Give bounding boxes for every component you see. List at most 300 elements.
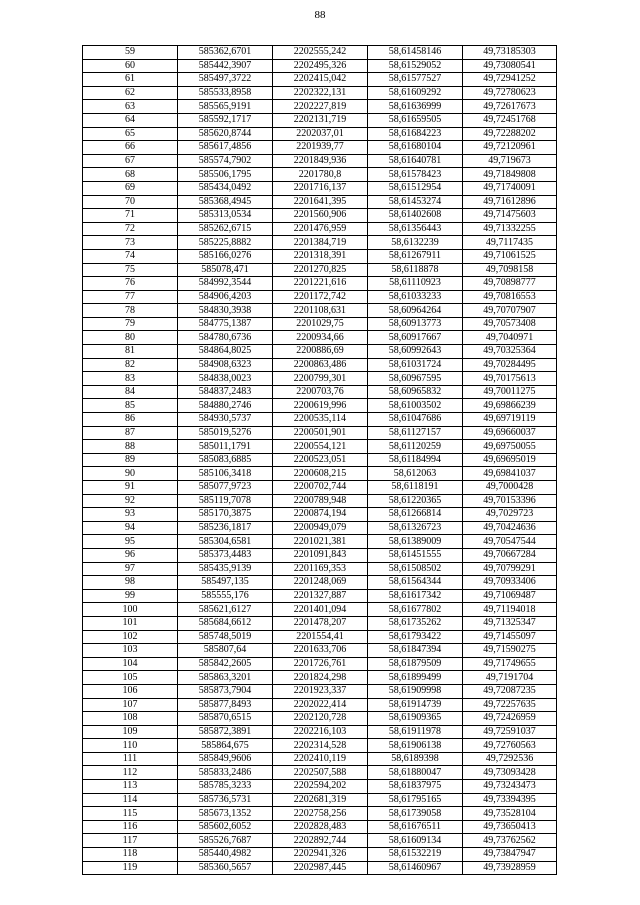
table-row (83, 46, 557, 60)
table-row (83, 209, 557, 223)
y-coordinate-cell: 2200863,486 (273, 358, 368, 372)
latitude-cell: 58,61458146 (368, 46, 463, 60)
x-coordinate-cell: 585440,4982 (178, 848, 273, 862)
x-coordinate-cell: 584780,6736 (178, 331, 273, 345)
point-number-cell: 116 (83, 820, 178, 834)
x-coordinate-cell: 585435,9139 (178, 562, 273, 576)
longitude-cell: 49,70424636 (463, 521, 557, 535)
y-coordinate-cell: 2202120,728 (273, 712, 368, 726)
longitude-cell: 49,7040971 (463, 331, 557, 345)
latitude-cell: 58,61184994 (368, 453, 463, 467)
y-coordinate-cell: 2202681,319 (273, 793, 368, 807)
latitude-cell: 58,61676511 (368, 820, 463, 834)
longitude-cell: 49,70898777 (463, 277, 557, 291)
point-number-cell: 84 (83, 385, 178, 399)
longitude-cell: 49,71590275 (463, 644, 557, 658)
longitude-cell: 49,71749655 (463, 657, 557, 671)
point-number-cell: 68 (83, 168, 178, 182)
latitude-cell: 58,60964264 (368, 304, 463, 318)
table-row (83, 494, 557, 508)
x-coordinate-cell: 584930,5737 (178, 413, 273, 427)
x-coordinate-cell: 585506,1795 (178, 168, 273, 182)
longitude-cell: 49,70707907 (463, 304, 557, 318)
longitude-cell: 49,70011275 (463, 385, 557, 399)
table-row (83, 807, 557, 821)
x-coordinate-cell: 585078,471 (178, 263, 273, 277)
y-coordinate-cell: 2200608,215 (273, 467, 368, 481)
table-row (83, 698, 557, 712)
y-coordinate-cell: 2201476,959 (273, 222, 368, 236)
point-number-cell: 81 (83, 345, 178, 359)
y-coordinate-cell: 2201824,298 (273, 671, 368, 685)
latitude-cell: 58,61617342 (368, 589, 463, 603)
x-coordinate-cell: 585077,9723 (178, 481, 273, 495)
longitude-cell: 49,71475603 (463, 209, 557, 223)
x-coordinate-cell: 585373,4483 (178, 548, 273, 562)
latitude-cell: 58,60967595 (368, 372, 463, 386)
y-coordinate-cell: 2201478,207 (273, 616, 368, 630)
x-coordinate-cell: 585533,8958 (178, 86, 273, 100)
table-row (83, 236, 557, 250)
y-coordinate-cell: 2202594,202 (273, 780, 368, 794)
x-coordinate-cell: 585555,176 (178, 589, 273, 603)
latitude-cell: 58,6118191 (368, 481, 463, 495)
table-row (83, 304, 557, 318)
latitude-cell: 58,6118878 (368, 263, 463, 277)
longitude-cell: 49,73528104 (463, 807, 557, 821)
point-number-cell: 103 (83, 644, 178, 658)
x-coordinate-cell: 585842,2605 (178, 657, 273, 671)
longitude-cell: 49,72087235 (463, 684, 557, 698)
latitude-cell: 58,61680104 (368, 141, 463, 155)
table-row (83, 113, 557, 127)
point-number-cell: 80 (83, 331, 178, 345)
y-coordinate-cell: 2201248,069 (273, 576, 368, 590)
x-coordinate-cell: 585870,6515 (178, 712, 273, 726)
latitude-cell: 58,61529052 (368, 59, 463, 73)
point-number-cell: 108 (83, 712, 178, 726)
y-coordinate-cell: 2202941,326 (273, 848, 368, 862)
latitude-cell: 58,61460967 (368, 861, 463, 875)
point-number-cell: 59 (83, 46, 178, 60)
y-coordinate-cell: 2202495,326 (273, 59, 368, 73)
y-coordinate-cell: 2201780,8 (273, 168, 368, 182)
latitude-cell: 58,61532219 (368, 848, 463, 862)
y-coordinate-cell: 2201327,887 (273, 589, 368, 603)
point-number-cell: 109 (83, 725, 178, 739)
table-row (83, 576, 557, 590)
longitude-cell: 49,72257635 (463, 698, 557, 712)
point-number-cell: 62 (83, 86, 178, 100)
y-coordinate-cell: 2201923,337 (273, 684, 368, 698)
longitude-cell: 49,719673 (463, 154, 557, 168)
table-row (83, 59, 557, 73)
point-number-cell: 119 (83, 861, 178, 875)
longitude-cell: 49,73185303 (463, 46, 557, 60)
point-number-cell: 113 (83, 780, 178, 794)
point-number-cell: 60 (83, 59, 178, 73)
y-coordinate-cell: 2202758,256 (273, 807, 368, 821)
table-row (83, 345, 557, 359)
y-coordinate-cell: 2202555,242 (273, 46, 368, 60)
latitude-cell: 58,61578423 (368, 168, 463, 182)
x-coordinate-cell: 584908,6323 (178, 358, 273, 372)
latitude-cell: 58,61266814 (368, 508, 463, 522)
y-coordinate-cell: 2201726,761 (273, 657, 368, 671)
y-coordinate-cell: 2200934,66 (273, 331, 368, 345)
table-row (83, 181, 557, 195)
latitude-cell: 58,61512954 (368, 181, 463, 195)
point-number-cell: 61 (83, 73, 178, 87)
latitude-cell: 58,61677802 (368, 603, 463, 617)
table-row (83, 372, 557, 386)
x-coordinate-cell: 585617,4856 (178, 141, 273, 155)
point-number-cell: 107 (83, 698, 178, 712)
y-coordinate-cell: 2201021,381 (273, 535, 368, 549)
longitude-cell: 49,71455097 (463, 630, 557, 644)
y-coordinate-cell: 2202507,588 (273, 766, 368, 780)
latitude-cell: 58,612063 (368, 467, 463, 481)
table-row (83, 684, 557, 698)
longitude-cell: 49,71069487 (463, 589, 557, 603)
latitude-cell: 58,61899499 (368, 671, 463, 685)
table-row (83, 603, 557, 617)
y-coordinate-cell: 2202227,819 (273, 100, 368, 114)
y-coordinate-cell: 2200523,051 (273, 453, 368, 467)
longitude-cell: 49,71061525 (463, 249, 557, 263)
x-coordinate-cell: 585602,6052 (178, 820, 273, 834)
table-row (83, 535, 557, 549)
y-coordinate-cell: 2202415,042 (273, 73, 368, 87)
point-number-cell: 114 (83, 793, 178, 807)
y-coordinate-cell: 2201939,77 (273, 141, 368, 155)
point-number-cell: 89 (83, 453, 178, 467)
longitude-cell: 49,72941252 (463, 73, 557, 87)
y-coordinate-cell: 2202828,483 (273, 820, 368, 834)
y-coordinate-cell: 2201029,75 (273, 317, 368, 331)
table-row (83, 426, 557, 440)
longitude-cell: 49,69719119 (463, 413, 557, 427)
latitude-cell: 58,61906138 (368, 739, 463, 753)
table-row (83, 739, 557, 753)
x-coordinate-cell: 585864,675 (178, 739, 273, 753)
x-coordinate-cell: 585011,1791 (178, 440, 273, 454)
y-coordinate-cell: 2201169,353 (273, 562, 368, 576)
x-coordinate-cell: 585620,8744 (178, 127, 273, 141)
coordinates-table-body (83, 46, 557, 875)
y-coordinate-cell: 2201270,825 (273, 263, 368, 277)
table-row (83, 630, 557, 644)
point-number-cell: 105 (83, 671, 178, 685)
y-coordinate-cell: 2201091,843 (273, 548, 368, 562)
latitude-cell: 58,61120259 (368, 440, 463, 454)
y-coordinate-cell: 2200702,744 (273, 481, 368, 495)
table-row (83, 154, 557, 168)
point-number-cell: 77 (83, 290, 178, 304)
x-coordinate-cell: 585736,5731 (178, 793, 273, 807)
table-row (83, 73, 557, 87)
latitude-cell: 58,60913773 (368, 317, 463, 331)
latitude-cell: 58,61564344 (368, 576, 463, 590)
y-coordinate-cell: 2201401,094 (273, 603, 368, 617)
y-coordinate-cell: 2201172,742 (273, 290, 368, 304)
x-coordinate-cell: 584775,1387 (178, 317, 273, 331)
longitude-cell: 49,73762562 (463, 834, 557, 848)
table-row (83, 277, 557, 291)
y-coordinate-cell: 2202037,01 (273, 127, 368, 141)
point-number-cell: 76 (83, 277, 178, 291)
longitude-cell: 49,73394395 (463, 793, 557, 807)
table-row (83, 671, 557, 685)
longitude-cell: 49,7098158 (463, 263, 557, 277)
longitude-cell: 49,72288202 (463, 127, 557, 141)
point-number-cell: 110 (83, 739, 178, 753)
point-number-cell: 102 (83, 630, 178, 644)
latitude-cell: 58,61356443 (368, 222, 463, 236)
longitude-cell: 49,70325364 (463, 345, 557, 359)
longitude-cell: 49,69841037 (463, 467, 557, 481)
longitude-cell: 49,73080541 (463, 59, 557, 73)
latitude-cell: 58,61003502 (368, 399, 463, 413)
point-number-cell: 92 (83, 494, 178, 508)
latitude-cell: 58,61402608 (368, 209, 463, 223)
latitude-cell: 58,61127157 (368, 426, 463, 440)
longitude-cell: 49,69660037 (463, 426, 557, 440)
longitude-cell: 49,72120961 (463, 141, 557, 155)
y-coordinate-cell: 2202322,131 (273, 86, 368, 100)
table-row (83, 263, 557, 277)
point-number-cell: 83 (83, 372, 178, 386)
x-coordinate-cell: 585368,4945 (178, 195, 273, 209)
x-coordinate-cell: 585106,3418 (178, 467, 273, 481)
y-coordinate-cell: 2200535,114 (273, 413, 368, 427)
longitude-cell: 49,72617673 (463, 100, 557, 114)
point-number-cell: 94 (83, 521, 178, 535)
x-coordinate-cell: 585833,2486 (178, 766, 273, 780)
latitude-cell: 58,61267911 (368, 249, 463, 263)
point-number-cell: 79 (83, 317, 178, 331)
x-coordinate-cell: 585497,135 (178, 576, 273, 590)
point-number-cell: 106 (83, 684, 178, 698)
table-row (83, 331, 557, 345)
table-row (83, 168, 557, 182)
x-coordinate-cell: 585442,3907 (178, 59, 273, 73)
latitude-cell: 58,61847394 (368, 644, 463, 658)
latitude-cell: 58,61453274 (368, 195, 463, 209)
point-number-cell: 66 (83, 141, 178, 155)
point-number-cell: 117 (83, 834, 178, 848)
longitude-cell: 49,72591037 (463, 725, 557, 739)
x-coordinate-cell: 585877,8493 (178, 698, 273, 712)
table-row (83, 413, 557, 427)
longitude-cell: 49,71194018 (463, 603, 557, 617)
point-number-cell: 86 (83, 413, 178, 427)
table-row (83, 453, 557, 467)
table-row (83, 399, 557, 413)
latitude-cell: 58,61451555 (368, 548, 463, 562)
point-number-cell: 70 (83, 195, 178, 209)
x-coordinate-cell: 585304,6581 (178, 535, 273, 549)
longitude-cell: 49,70799291 (463, 562, 557, 576)
table-row (83, 752, 557, 766)
longitude-cell: 49,70284495 (463, 358, 557, 372)
latitude-cell: 58,61110923 (368, 277, 463, 291)
x-coordinate-cell: 585119,7078 (178, 494, 273, 508)
table-row (83, 780, 557, 794)
x-coordinate-cell: 585748,5019 (178, 630, 273, 644)
table-row (83, 385, 557, 399)
latitude-cell: 58,61735262 (368, 616, 463, 630)
table-row (83, 861, 557, 875)
page-number: 88 (314, 9, 326, 21)
table-row (83, 848, 557, 862)
y-coordinate-cell: 2201560,906 (273, 209, 368, 223)
y-coordinate-cell: 2201554,41 (273, 630, 368, 644)
longitude-cell: 49,71612896 (463, 195, 557, 209)
point-number-cell: 112 (83, 766, 178, 780)
y-coordinate-cell: 2202131,719 (273, 113, 368, 127)
longitude-cell: 49,7117435 (463, 236, 557, 250)
point-number-cell: 73 (83, 236, 178, 250)
table-row (83, 317, 557, 331)
y-coordinate-cell: 2200554,121 (273, 440, 368, 454)
point-number-cell: 104 (83, 657, 178, 671)
table-row (83, 222, 557, 236)
longitude-cell: 49,72426959 (463, 712, 557, 726)
table-row (83, 657, 557, 671)
latitude-cell: 58,61914739 (368, 698, 463, 712)
point-number-cell: 101 (83, 616, 178, 630)
longitude-cell: 49,72760563 (463, 739, 557, 753)
longitude-cell: 49,71740091 (463, 181, 557, 195)
latitude-cell: 58,61389009 (368, 535, 463, 549)
latitude-cell: 58,61220365 (368, 494, 463, 508)
y-coordinate-cell: 2200886,69 (273, 345, 368, 359)
x-coordinate-cell: 585360,5657 (178, 861, 273, 875)
latitude-cell: 58,61640781 (368, 154, 463, 168)
point-number-cell: 96 (83, 548, 178, 562)
table-row (83, 127, 557, 141)
point-number-cell: 74 (83, 249, 178, 263)
longitude-cell: 49,72780623 (463, 86, 557, 100)
x-coordinate-cell: 585362,6701 (178, 46, 273, 60)
table-row (83, 86, 557, 100)
x-coordinate-cell: 585872,3891 (178, 725, 273, 739)
longitude-cell: 49,70816553 (463, 290, 557, 304)
x-coordinate-cell: 585592,1717 (178, 113, 273, 127)
y-coordinate-cell: 2200789,948 (273, 494, 368, 508)
x-coordinate-cell: 584838,0023 (178, 372, 273, 386)
table-row (83, 508, 557, 522)
y-coordinate-cell: 2202022,414 (273, 698, 368, 712)
y-coordinate-cell: 2200799,301 (273, 372, 368, 386)
x-coordinate-cell: 585497,3722 (178, 73, 273, 87)
table-row (83, 481, 557, 495)
point-number-cell: 93 (83, 508, 178, 522)
latitude-cell: 58,61609134 (368, 834, 463, 848)
latitude-cell: 58,61508502 (368, 562, 463, 576)
longitude-cell: 49,71849808 (463, 168, 557, 182)
table-row (83, 562, 557, 576)
y-coordinate-cell: 2200501,901 (273, 426, 368, 440)
point-number-cell: 69 (83, 181, 178, 195)
table-row (83, 712, 557, 726)
point-number-cell: 75 (83, 263, 178, 277)
table-row (83, 141, 557, 155)
x-coordinate-cell: 584992,3544 (178, 277, 273, 291)
x-coordinate-cell: 585019,5276 (178, 426, 273, 440)
table-row (83, 644, 557, 658)
longitude-cell: 49,69866239 (463, 399, 557, 413)
table-row (83, 834, 557, 848)
x-coordinate-cell: 585262,6715 (178, 222, 273, 236)
x-coordinate-cell: 585873,7904 (178, 684, 273, 698)
point-number-cell: 71 (83, 209, 178, 223)
y-coordinate-cell: 2200703,76 (273, 385, 368, 399)
latitude-cell: 58,61739058 (368, 807, 463, 821)
point-number-cell: 99 (83, 589, 178, 603)
x-coordinate-cell: 585621,6127 (178, 603, 273, 617)
longitude-cell: 49,73928959 (463, 861, 557, 875)
table-row (83, 793, 557, 807)
longitude-cell: 49,71325347 (463, 616, 557, 630)
longitude-cell: 49,70573408 (463, 317, 557, 331)
y-coordinate-cell: 2202892,744 (273, 834, 368, 848)
latitude-cell: 58,61047686 (368, 413, 463, 427)
longitude-cell: 49,69750055 (463, 440, 557, 454)
y-coordinate-cell: 2201849,936 (273, 154, 368, 168)
y-coordinate-cell: 2201641,395 (273, 195, 368, 209)
point-number-cell: 97 (83, 562, 178, 576)
x-coordinate-cell: 585807,64 (178, 644, 273, 658)
point-number-cell: 95 (83, 535, 178, 549)
x-coordinate-cell: 585526,7687 (178, 834, 273, 848)
y-coordinate-cell: 2201716,137 (273, 181, 368, 195)
longitude-cell: 49,70667284 (463, 548, 557, 562)
latitude-cell: 58,60992643 (368, 345, 463, 359)
x-coordinate-cell: 585684,6612 (178, 616, 273, 630)
latitude-cell: 58,61577527 (368, 73, 463, 87)
point-number-cell: 100 (83, 603, 178, 617)
longitude-cell: 49,71332255 (463, 222, 557, 236)
longitude-cell: 49,7000428 (463, 481, 557, 495)
table-row (83, 100, 557, 114)
latitude-cell: 58,61911978 (368, 725, 463, 739)
longitude-cell: 49,7029723 (463, 508, 557, 522)
x-coordinate-cell: 585166,0276 (178, 249, 273, 263)
table-row (83, 548, 557, 562)
latitude-cell: 58,61033233 (368, 290, 463, 304)
latitude-cell: 58,6189398 (368, 752, 463, 766)
latitude-cell: 58,61609292 (368, 86, 463, 100)
latitude-cell: 58,61909365 (368, 712, 463, 726)
longitude-cell: 49,7191704 (463, 671, 557, 685)
latitude-cell: 58,61880047 (368, 766, 463, 780)
y-coordinate-cell: 2200619,996 (273, 399, 368, 413)
table-row (83, 820, 557, 834)
y-coordinate-cell: 2200949,079 (273, 521, 368, 535)
table-row (83, 358, 557, 372)
point-number-cell: 72 (83, 222, 178, 236)
point-number-cell: 115 (83, 807, 178, 821)
x-coordinate-cell: 585673,1352 (178, 807, 273, 821)
x-coordinate-cell: 584837,2483 (178, 385, 273, 399)
latitude-cell: 58,61909998 (368, 684, 463, 698)
y-coordinate-cell: 2202987,445 (273, 861, 368, 875)
x-coordinate-cell: 585225,8882 (178, 236, 273, 250)
table-row (83, 440, 557, 454)
x-coordinate-cell: 585565,9191 (178, 100, 273, 114)
